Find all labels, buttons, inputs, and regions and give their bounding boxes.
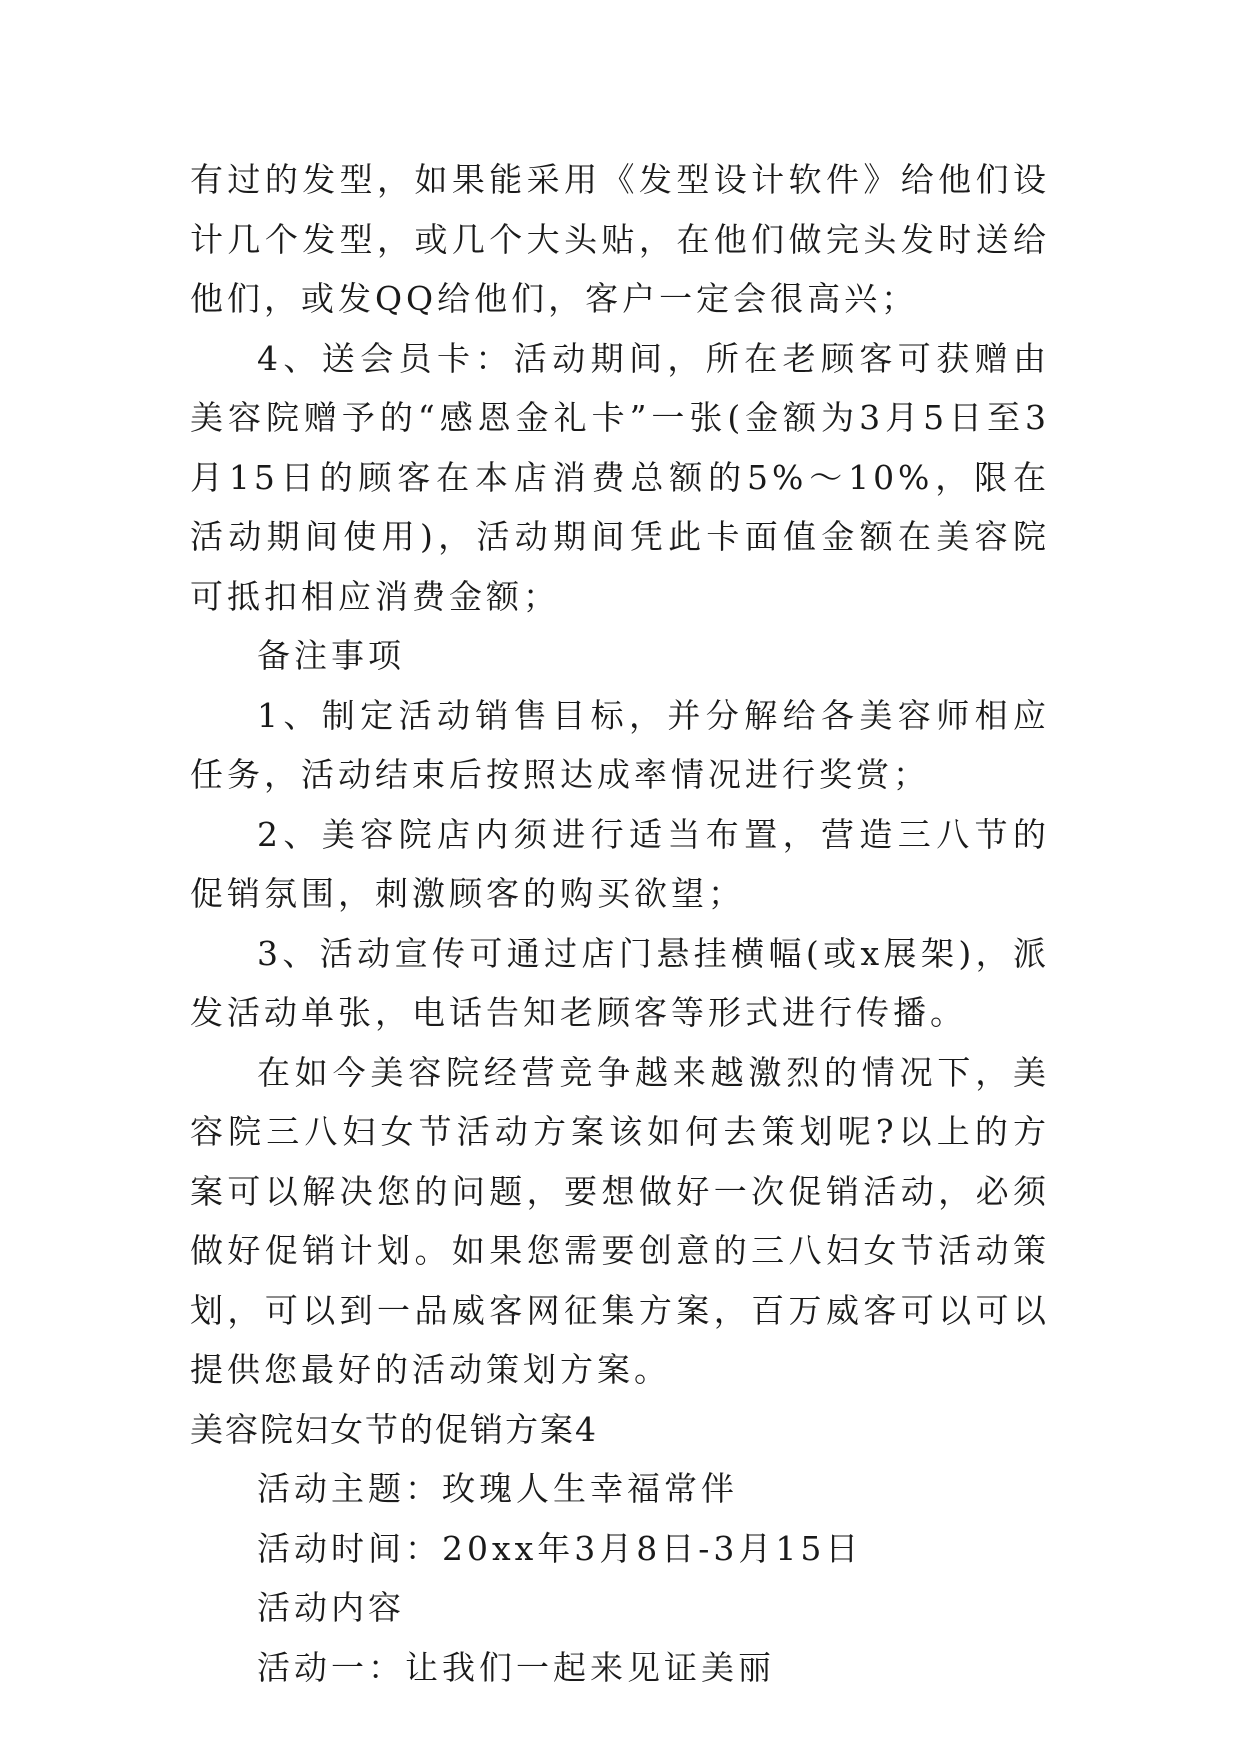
paragraph-note-3: 3、活动宣传可通过店门悬挂横幅(或x展架)，派发活动单张，电话告知老顾客等形式进行传播。: [190, 933, 1050, 1032]
activity-time-line: 活动时间：20xx年3月8日-3月15日: [257, 1528, 863, 1568]
paragraph-note-2: 2、美容院店内须进行适当布置，营造三八节的促销氛围，刺激顾客的购买欲望；: [190, 814, 1050, 913]
paragraph-membership-card: 4、送会员卡：活动期间，所在老顾客可获赠由美容院赠予的“感恩金礼卡”一张(金额为3月5日至3月15日的顾客在本店消费总额的5%～10%，限在活动期间使用)，活动期间凭此卡面值金额在美容院可抵扣相应消费金额；: [190, 338, 1050, 616]
paragraph-note-1: 1、制定活动销售目标，并分解给各美容师相应任务，活动结束后按照达成率情况进行奖赏；: [190, 695, 1050, 794]
section-title: 美容院妇女节的促销方案4: [190, 1409, 598, 1449]
activity-content-line: 活动内容: [257, 1588, 405, 1627]
paragraph-notes-heading: 备注事项: [257, 636, 405, 675]
document-page: [190, 150, 1050, 1697]
activity-one-line: 活动一：让我们一起来见证美丽: [257, 1647, 775, 1687]
paragraph-hairstyle-gift: 有过的发型，如果能采用《发型设计软件》给他们设计几个发型，或几个大头贴，在他们做完头发时送给他们，或发QQ给他们，客户一定会很高兴；: [190, 160, 1050, 318]
activity-theme-line: 活动主题：玫瑰人生幸福常伴: [257, 1469, 738, 1508]
paragraph-conclusion: 在如今美容院经营竞争越来越激烈的情况下，美容院三八妇女节活动方案该如何去策划呢?以上的方案可以解决您的问题，要想做好一次促销活动，必须做好促销计划。如果您需要创意的三八妇女节活动策划，可以到一品威客网征集方案，百万威客可以可以提供您最好的活动策划方案。: [190, 1052, 1050, 1389]
